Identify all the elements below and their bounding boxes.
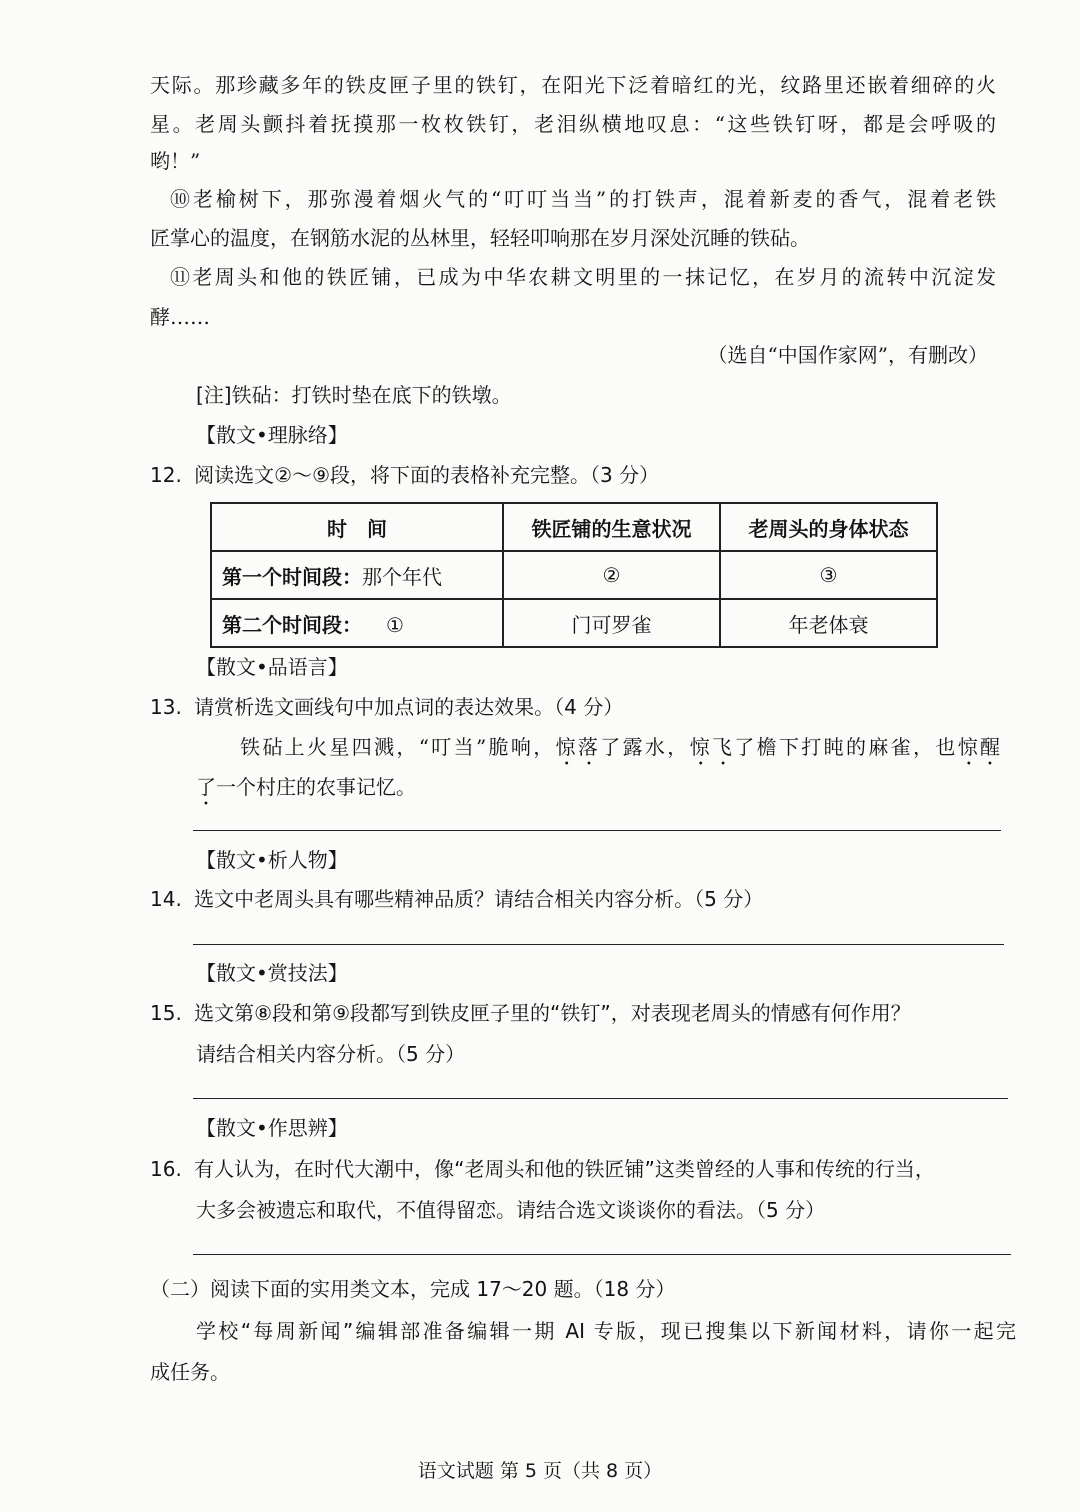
- q13-dotted-word-4: 了: [196, 775, 216, 799]
- table-cell-business: 门可罗雀: [503, 599, 720, 647]
- table-header-row: [211, 503, 937, 551]
- q13-sentence-part-d: 一个村庄的农事记忆。: [216, 775, 416, 799]
- q13-text: 请赏析选文画线句中加点词的表达效果。（4 分）: [194, 695, 624, 719]
- q15-section-label: 【散文•赏技法】: [196, 961, 348, 985]
- q12-section-label: 【散文•理脉络】: [196, 423, 348, 447]
- q13-section-label: 【散文•品语言】: [196, 655, 348, 679]
- q16-number: 16.: [150, 1157, 182, 1181]
- q13-dotted-word-2: 惊飞: [689, 735, 735, 759]
- q12-fill-table: [210, 502, 938, 648]
- part2-title: （二）阅读下面的实用类文本，完成 17～20 题。（18 分）: [150, 1277, 676, 1301]
- q15-text-line1: 选文第⑧段和第⑨段都写到铁皮匣子里的“铁钉”，对表现老周头的情感有何作用？: [194, 1001, 911, 1025]
- row1-label: 第一个时间段：: [222, 564, 362, 589]
- q14-section-label: 【散文•析人物】: [196, 848, 348, 872]
- q13-quoted-sentence-line2: [196, 772, 416, 810]
- q14-number: 14.: [150, 887, 182, 911]
- q13-sentence-part-c: 了檐下打盹的麻雀，也: [734, 735, 958, 759]
- passage-p10-line2: 匠掌心的温度，在钢筋水泥的丛林里，轻轻叩响那在岁月深处沉睡的铁砧。: [150, 226, 810, 250]
- q16-question-line1: [150, 1154, 935, 1184]
- q13-dotted-word-3: 惊醒: [957, 735, 1001, 759]
- row2-label: 第二个时间段：: [222, 612, 362, 637]
- q15-answer-line[interactable]: [193, 1098, 1008, 1099]
- table-cell-body: 年老体衰: [720, 599, 937, 647]
- table-row: [211, 599, 937, 647]
- q13-number: 13.: [150, 695, 182, 719]
- table-cell-time: [211, 599, 503, 647]
- passage-note: [注]铁砧：打铁时垫在底下的铁墩。: [196, 383, 512, 407]
- q13-dotted-word-1: 惊落: [555, 735, 601, 759]
- q12-question: [150, 460, 659, 490]
- table-cell-business: ②: [503, 551, 720, 599]
- q12-text: 阅读选文②～⑨段，将下面的表格补充完整。（3 分）: [194, 463, 660, 487]
- passage-p9-line3: 哟！”: [150, 149, 201, 173]
- part2-intro-line1: 学校“每周新闻”编辑部准备编辑一期 AI 专版，现已搜集以下新闻材料，请你一起完: [196, 1319, 1016, 1343]
- passage-p9-line2: 星。老周头颤抖着抚摸那一枚枚铁钉，老泪纵横地叹息：“这些铁钉呀，都是会呼吸的: [150, 112, 996, 136]
- table-cell-body: ③: [720, 551, 937, 599]
- part2-intro-line2: 成任务。: [150, 1360, 230, 1384]
- q15-text-line2: 请结合相关内容分析。（5 分）: [196, 1042, 466, 1066]
- q13-question: [150, 692, 623, 722]
- table-header-business: 铁匠铺的生意状况: [503, 503, 720, 551]
- q13-answer-line[interactable]: [193, 830, 1001, 831]
- table-cell-time: [211, 551, 503, 599]
- q16-text-line1: 有人认为，在时代大潮中，像“老周头和他的铁匠铺”这类曾经的人事和传统的行当，: [194, 1157, 935, 1181]
- q12-number: 12.: [150, 463, 182, 487]
- table-header-body: 老周头的身体状态: [720, 503, 937, 551]
- passage-source: （选自“中国作家网”，有删改）: [707, 343, 988, 367]
- row1-time: 那个年代: [362, 564, 442, 589]
- q13-sentence-part-a: 铁砧上火星四溅，“叮当”脆响，: [240, 735, 556, 759]
- passage-p11-line2: 酵……: [150, 305, 210, 329]
- q16-text-line2: 大多会被遗忘和取代，不值得留恋。请结合选文谈谈你的看法。（5 分）: [196, 1198, 826, 1222]
- passage-p11-line1: ⑪老周头和他的铁匠铺，已成为中华农耕文明里的一抹记忆，在岁月的流转中沉淀发: [170, 265, 996, 289]
- table-header-time: 时 间: [211, 503, 503, 551]
- q14-answer-line[interactable]: [193, 944, 1004, 945]
- page-footer: 语文试题 第 5 页（共 8 页）: [417, 1460, 663, 1482]
- row2-time-blank: ①: [386, 612, 404, 637]
- q13-sentence-part-b: 了露水，: [600, 735, 690, 759]
- q13-quoted-sentence-line1: [240, 732, 1000, 770]
- passage-p10-line1: ⑩老榆树下，那弥漫着烟火气的“叮叮当当”的打铁声，混着新麦的香气，混着老铁: [170, 187, 996, 211]
- q16-answer-line[interactable]: [193, 1254, 1011, 1255]
- q14-text: 选文中老周头具有哪些精神品质？请结合相关内容分析。（5 分）: [194, 887, 764, 911]
- table-row: [211, 551, 937, 599]
- q15-number: 15.: [150, 1001, 182, 1025]
- passage-p9-line1: 天际。那珍藏多年的铁皮匣子里的铁钉，在阳光下泛着暗红的光，纹路里还嵌着细碎的火: [150, 73, 996, 97]
- q16-section-label: 【散文•作思辨】: [196, 1116, 348, 1140]
- q15-question-line1: [150, 998, 911, 1028]
- q14-question: [150, 884, 763, 914]
